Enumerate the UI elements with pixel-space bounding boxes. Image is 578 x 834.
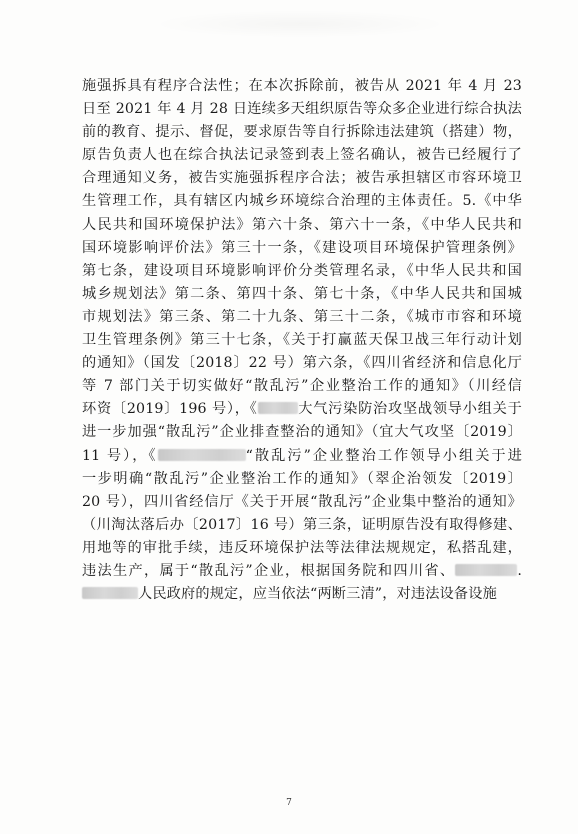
text-segment: 环资〔2019〕196 号），《 [82,401,258,418]
text-line: 城乡规划法》第二条、第四十条、第七十条，《中华人民共和国城 [82,285,522,302]
text-line: 第七条，建设项目环境影响评价分类管理名录，《中华人民共和国 [82,262,522,279]
text-line: 进一步加强“散乱污”企业排查整治的通知》（宜大气攻坚〔2019〕 [82,424,522,441]
text-line: 施强拆具有程序合法性；在本次拆除前，被告从 2021 年 4 月 23 [82,78,522,94]
text-segment: 11 号），《 [82,447,158,464]
text-line-with-redaction [82,583,522,606]
text-line: 的通知》（国发〔2018〕22 号）第六条，《四川省经济和信息化厅 [82,355,522,372]
redaction-mark [158,449,246,461]
text-line: 合理通知义务，被告实施强拆程序合法；被告承担辖区市容环境卫 [82,170,522,187]
redaction-mark [258,402,298,414]
page-number: 7 [286,798,292,808]
text-line: 日至 2021 年 4 月 28 日连续多天组织原告等众多企业进行综合执法 [82,101,522,118]
text-line: 等 7 部门关于切实做好“散乱污”企业整治工作的通知》（川经信 [82,378,522,395]
text-line: （川淘汰落后办〔2017〕16 号）第三条，证明原告没有取得修建、 [82,516,522,533]
document-body [82,75,522,606]
text-line: 20 号），四川省经信厅《关于开展“散乱污”企业集中整治的通知》 [82,493,522,510]
text-line: 前的教育、提示、督促，要求原告等自行拆除违法建筑（搭建）物， [82,124,522,141]
scan-smudge [150,10,450,38]
text-segment: 大气污染防治攻坚战领导小组关于 [297,401,522,418]
text-line: 国环境影响评价法》第三十一条，《建设项目环境保护管理条例》 [82,239,522,256]
text-line: 用地等的审批手续，违反环境保护法等法律法规规定，私搭乱建， [82,539,522,556]
text-segment: 违法生产，属于“散乱污”企业，根据国务院和四川省、 [82,562,456,579]
redaction-mark [455,564,517,576]
text-segment: “散乱污”企业整治工作领导小组关于进 [245,447,522,464]
text-line-with-redaction [82,560,522,583]
text-segment: 人民政府的规定，应当依法“两断三清”，对违法设备设施 [138,586,497,603]
text-segment: . [517,562,522,579]
text-line: 人民共和国环境保护法》第六十条、第六十一条，《中华人民共和 [82,216,522,233]
redaction-mark [82,587,138,599]
text-line-with-redaction [82,445,522,468]
text-line-with-redaction [82,398,522,421]
text-line: 一步明确“散乱污”企业整治工作的通知》（翠企治领发〔2019〕 [82,470,522,487]
text-line: 原告负责人也在综合执法记录签到表上签名确认，被告已经履行了 [82,147,522,164]
text-line: 卫生管理条例》第三十七条，《关于打赢蓝天保卫战三年行动计划 [82,332,522,349]
text-line: 市规划法》第三条、第二十九条、第三十二条，《城市市容和环境 [82,308,522,325]
text-line: 生管理工作，具有辖区内城乡环境综合治理的主体责任。5.《中华 [82,193,522,210]
